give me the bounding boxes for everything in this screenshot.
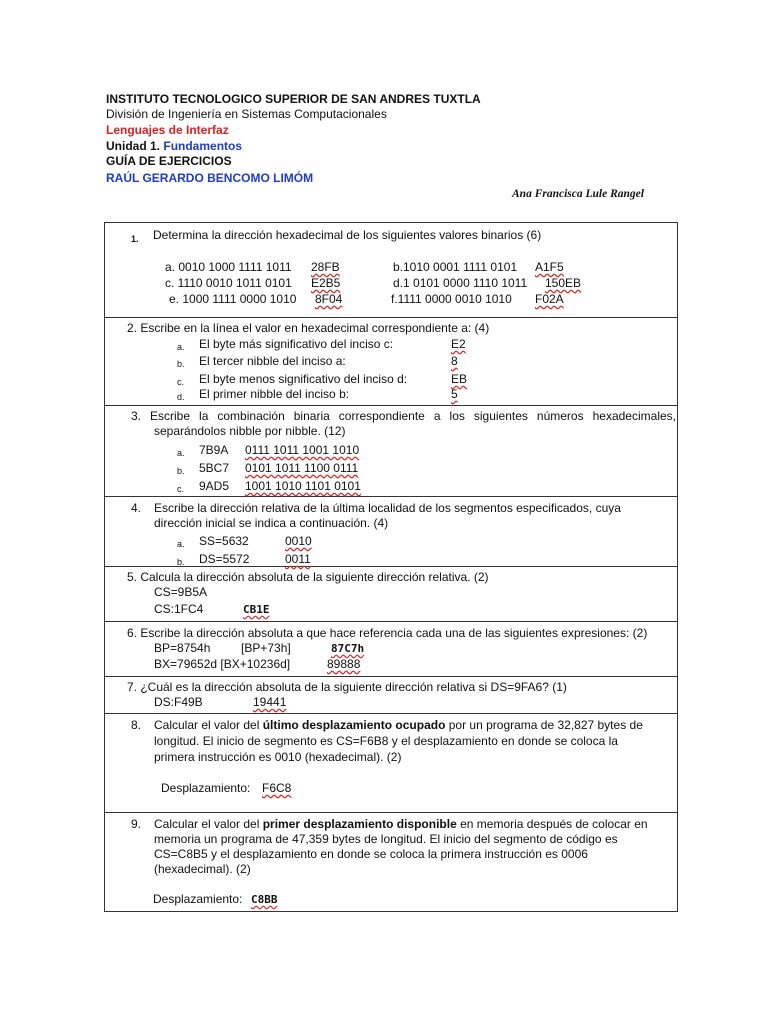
q6-row2-answer: 89888: [327, 657, 361, 671]
guide-title: GUÍA DE EJERCICIOS: [106, 154, 232, 168]
q8-label: Desplazamiento:: [161, 781, 251, 795]
q5-text: 5. Calcula la dirección absoluta de la siguiente dirección relativa. (2): [127, 570, 489, 584]
q4-line-1: Escribe la dirección relativa de la última localidad de los segmentos especificados, cuya: [154, 501, 621, 515]
q3-item-c-answer: 1001 1010 1101 0101: [245, 479, 361, 493]
q8-line-1: [154, 718, 643, 733]
q1-item-b-answer: A1F5: [535, 260, 564, 274]
teacher-name: RAÚL GERARDO BENCOMO LIMÓM: [106, 171, 314, 185]
question-5: [105, 567, 678, 622]
q3-item-c-letter: c.: [177, 484, 185, 494]
q6-row1-a: BP=8754h: [154, 641, 211, 655]
question-7: [105, 677, 678, 714]
q1-item-f-label: f.1111 0000 0010 1010: [391, 292, 512, 306]
q9-number: 9.: [131, 817, 142, 831]
q9-line-4: (hexadecimal). (2): [154, 862, 251, 876]
q4-item-b-letter: b.: [177, 557, 185, 567]
q2-item-a-answer: E2: [451, 337, 466, 351]
q4-item-b-label: DS=5572: [199, 552, 250, 566]
q1-item-e-answer: 8F04: [315, 292, 343, 306]
unit-prefix: Unidad 1.: [106, 139, 161, 153]
q4-item-a-label: SS=5632: [199, 534, 249, 548]
q1-item-d-label: d.1 0101 0000 1110 1011: [393, 276, 528, 290]
q2-item-a-letter: a.: [177, 342, 185, 352]
q2-item-d-letter: d.: [177, 392, 185, 402]
q8-line-1-a: Calcular el valor del: [154, 718, 263, 732]
q1-item-c-answer: E2B5: [311, 276, 341, 290]
q5-line-2: CS=9B5A: [154, 585, 208, 599]
q8-line-1-bold: último desplazamiento ocupado: [262, 718, 446, 732]
q3-item-a-answer: 0111 1011 1001 1010: [245, 443, 360, 457]
question-8: [105, 714, 678, 813]
q2-item-d-label: El primer nibble del inciso b:: [199, 387, 350, 401]
q8-line-2: longitud. El inicio de segmento es CS=F6B8 y el desplazamiento en donde se coloca la: [154, 734, 618, 748]
institute-title: INSTITUTO TECNOLOGICO SUPERIOR DE SAN ANDRES TUXTLA: [106, 92, 481, 106]
q1-item-f-answer: F02A: [535, 292, 564, 306]
q2-item-c-label: El byte menos significativo del inciso d:: [199, 372, 408, 386]
q3-line-1: 3. Escribe la combinación binaria correspondiente a los siguientes números hexadecimales,: [131, 409, 676, 423]
q9-line-1-a: Calcular el valor del: [154, 817, 263, 831]
q2-item-d-answer: 5: [451, 387, 458, 401]
q4-line-2: dirección inicial se indica a continuación. (4): [154, 516, 389, 530]
q2-item-a-label: El byte más significativo del inciso c:: [199, 337, 394, 351]
question-4: [105, 497, 678, 567]
q1-item-c-label: c. 1110 0010 1011 0101: [165, 276, 292, 290]
q1-text: Determina la dirección hexadecimal de los siguientes valores binarios (6): [153, 228, 542, 242]
q6-row2-a: BX=79652d [BX+10236d]: [154, 657, 291, 671]
q9-line-1: [154, 817, 648, 832]
q4-item-a-letter: a.: [177, 539, 185, 549]
q2-item-b-letter: b.: [177, 359, 185, 369]
question-6: [105, 622, 678, 677]
q8-number: 8.: [131, 718, 142, 732]
q6-text: 6. Escribe la dirección absoluta a que hace referencia cada una de las siguientes expresiones: (2): [127, 626, 648, 640]
q8-line-1-c: por un programa de 32,827 bytes de: [445, 718, 643, 732]
q6-row1-b: [BP+73h]: [241, 641, 291, 655]
q1-item-e-label: e. 1000 1111 0000 1010: [169, 292, 297, 306]
q2-item-c-answer: EB: [451, 372, 468, 386]
course-title: Lenguajes de Interfaz: [106, 123, 229, 137]
question-2: [105, 318, 678, 406]
q8-answer: F6C8: [262, 781, 292, 795]
q2-item-b-label: El tercer nibble del inciso a:: [199, 354, 346, 368]
division-title: División de Ingeniería en Sistemas Computacionales: [106, 107, 387, 121]
q4-item-b-answer: 0011: [285, 552, 311, 566]
q3-item-a-letter: a.: [177, 448, 185, 458]
q9-line-2: memoria un programa de 47,359 bytes de longitud. El inicio del segmento de código es: [154, 832, 618, 846]
q3-item-b-letter: b.: [177, 466, 185, 476]
q4-number: 4.: [131, 501, 142, 515]
q3-item-b-label: 5BC7: [199, 461, 230, 475]
q2-item-b-answer: 8: [451, 354, 458, 368]
q3-item-b-answer: 0101 1011 1100 0111: [245, 461, 359, 475]
q2-text: 2. Escribe en la línea el valor en hexadecimal correspondiente a: (4): [127, 321, 490, 335]
q9-line-3: CS=C8B5 y el desplazamiento en donde se coloca la primera instrucción es 0006: [154, 847, 588, 861]
q1-item-a-answer: 28FB: [311, 260, 340, 274]
q1-number: 1.: [131, 234, 139, 244]
q7-text: 7. ¿Cuál es la dirección absoluta de la siguiente dirección relativa si DS=9FA6? (1): [127, 680, 567, 694]
exercise-table: [104, 222, 678, 912]
unit-title: [106, 139, 242, 154]
q1-item-d-answer: 150EB: [545, 276, 582, 290]
q1-item-a-label: a. 0010 1000 1111 1011: [165, 260, 292, 274]
question-1: [105, 223, 678, 318]
q7-answer: 19441: [253, 695, 287, 709]
q3-item-a-label: 7B9A: [199, 443, 229, 457]
q5-line-3: CS:1FC4: [154, 602, 204, 616]
q5-answer: CB1E: [243, 603, 270, 616]
student-name: Ana Francisca Lule Rangel: [512, 188, 644, 200]
q9-answer: C8BB: [251, 893, 278, 906]
q2-item-c-letter: c.: [177, 377, 185, 387]
question-9: [105, 813, 678, 912]
q6-row1-answer: 87C7h: [331, 642, 365, 655]
q3-line-2: separándolos nibble por nibble. (12): [154, 424, 346, 438]
q8-line-3: primera instrucción es 0010 (hexadecimal). (2): [154, 750, 402, 764]
question-3: [105, 406, 678, 497]
q9-line-1-bold: primer desplazamiento disponible: [262, 817, 457, 831]
unit-name: Fundamentos: [163, 139, 243, 153]
q7-line-2: DS:F49B: [154, 695, 203, 709]
q9-label: Desplazamiento:: [153, 892, 243, 906]
q4-item-a-answer: 0010: [285, 534, 312, 548]
q3-item-c-label: 9AD5: [199, 479, 230, 493]
q1-item-b-label: b.1010 0001 1111 0101: [393, 260, 518, 274]
q9-line-1-c: en memoria después de colocar en: [456, 817, 648, 831]
